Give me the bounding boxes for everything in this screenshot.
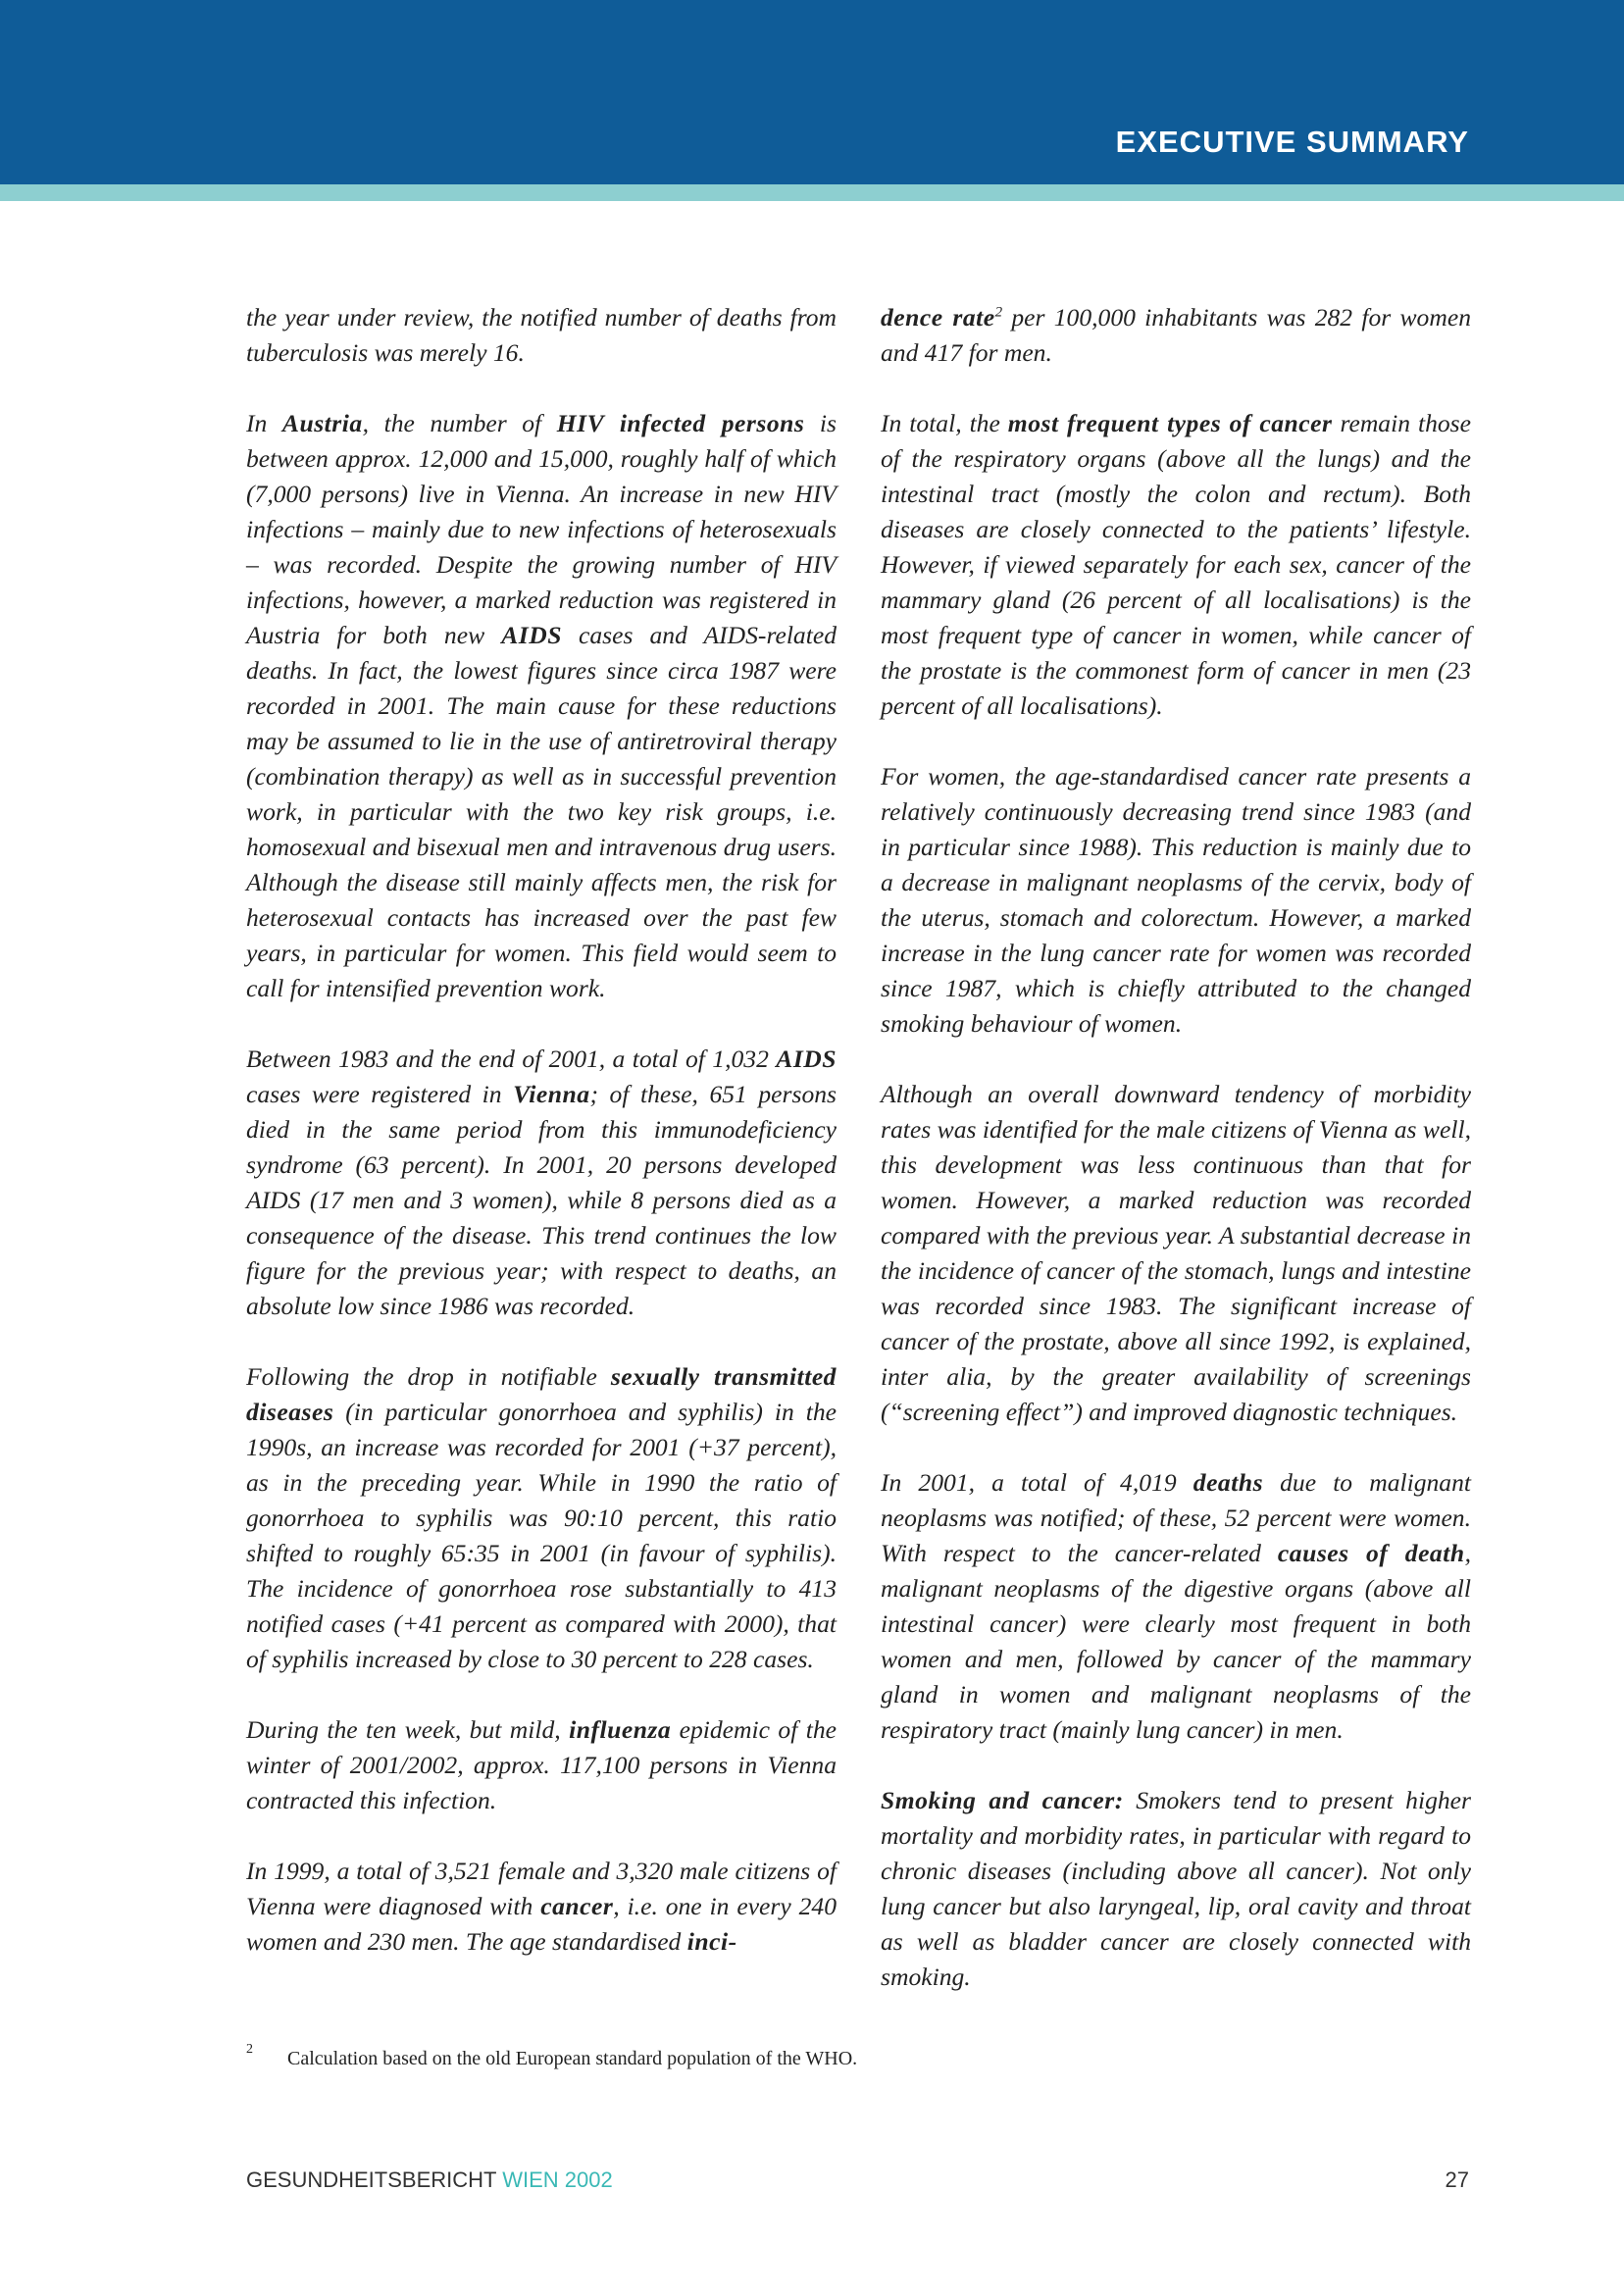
- footnote-marker: 2: [246, 2042, 253, 2057]
- paragraph-std: Following the drop in notifiable sexually transmitted diseases (in particular gonorrhoea and syphilis) in the 1990s, an increase was recorded for 2001 (+37 percent), as in the preceding year. While in 1990 the ratio of gonorrhoea to syphilis was 90:10 percent, this ratio shifted to roughly 65:35 in 2001 (in favour of syphilis). The incidence of gonorrhoea rose substantially to 413 notified cases (+41 percent as compared with 2000), that of syphilis increased by close to 30 percent to 228 cases.: [246, 1362, 837, 1673]
- footer-report-title: GESUNDHEITSBERICHT WIEN 2002: [246, 2167, 613, 2192]
- paragraph-smoking-cancer: Smoking and cancer: Smokers tend to present higher mortality and morbidity rates, in particular with regard to chronic diseases (including above all cancer). Not only lung cancer but also laryngeal, lip, oral cavity and throat as well as bladder cancer are closely connected with smoking.: [881, 1786, 1471, 1991]
- section-title: EXECUTIVE SUMMARY: [1115, 125, 1469, 159]
- right-column: [881, 300, 1471, 2030]
- paragraph-cancer-deaths: In 2001, a total of 4,019 deaths due to malignant neoplasms was notified; of these, 52 percent were women. With respect to the cancer-related causes of death, malignant neoplasms of the digestive organs (above all intestinal cancer) were clearly most frequent in both women and men, followed by cancer of the mammary gland in women and malignant neoplasms of the respiratory tract (mainly lung cancer) in men.: [881, 1468, 1472, 1744]
- page-number: 27: [1445, 2167, 1469, 2192]
- footer-report-year: WIEN 2002: [502, 2167, 613, 2192]
- footnote-reference[interactable]: 2: [994, 304, 1003, 321]
- paragraph-cancer-diagnoses: In 1999, a total of 3,521 female and 3,320 male citizens of Vienna were diagnosed with cancer, i.e. one in every 240 women and 230 men. The age standardised inci-: [246, 1857, 837, 1956]
- left-column: [246, 300, 837, 1995]
- paragraph-influenza: During the ten week, but mild, influenza epidemic of the winter of 2001/2002, approx. 117,100 persons in Vienna contracted this infection.: [246, 1715, 837, 1814]
- paragraph-aids-vienna: Between 1983 and the end of 2001, a total of 1,032 AIDS cases were registered in Vienna; of these, 651 persons died in the same period from this immunodeficiency syndrome (63 percent). In 2001, 20 persons developed AIDS (17 men and 3 women), while 8 persons died as a consequence of the disease. This trend continues the low figure for the previous year; with respect to deaths, an absolute low since 1986 was recorded.: [246, 1045, 837, 1320]
- header-accent-stripe: [0, 184, 1624, 201]
- paragraph-women-cancer-rate: For women, the age-standardised cancer rate presents a relatively continuously decreasing trend since 1983 (and in particular since 1988). This reduction is mainly due to a decrease in malignant neoplasms of the cervix, body of the uterus, stomach and colorectum. However, a marked increase in the lung cancer rate for women was recorded since 1987, which is chiefly attributed to the changed smoking behaviour of women.: [881, 762, 1471, 1038]
- paragraph-tuberculosis: the year under review, the notified number of deaths from tuberculosis was merely 16.: [246, 303, 837, 367]
- paragraph-hiv-austria: In Austria, the number of HIV infected persons is between approx. 12,000 and 15,000, roughly half of which (7,000 persons) live in Vienna. An increase in new HIV infections – mainly due to new infections of heterosexuals – was recorded. Despite the growing number of HIV infections, however, a marked reduction was registered in Austria for both new AIDS cases and AIDS-related deaths. In fact, the lowest figures since circa 1987 were recorded in 2001. The main cause for these reductions may be assumed to lie in the use of antiretroviral therapy (combination therapy) as well as in successful prevention work, in particular with the two key risk groups, i.e. homosexual and bisexual men and intravenous drug users. Although the disease still mainly affects men, the risk for heterosexual contacts has increased over the past few years, in particular for women. This field would seem to call for intensified prevention work.: [246, 409, 837, 1002]
- paragraph-incidence-rate: dence rate$^2$ per 100,000 inhabitants was 282 for women and 417 for men.: [881, 303, 1471, 367]
- paragraph-frequent-cancers: In total, the most frequent types of cancer remain those of the respiratory organs (above all the lungs) and the intestinal tract (mostly the colon and rectum). Both diseases are closely connected to the patients’ lifestyle. However, if viewed separately for each sex, cancer of the mammary gland (26 percent of all localisations) is the most frequent type of cancer in women, while cancer of the prostate is the commonest form of cancer in men (23 percent of all localisations).: [881, 409, 1471, 720]
- paragraph-men-morbidity: Although an overall downward tendency of morbidity rates was identified for the male citizens of Vienna as well, this development was less continuous than that for women. However, a marked reduction was recorded compared with the previous year. A substantial decrease in the incidence of cancer of the stomach, lungs and intestine was recorded since 1983. The significant increase of cancer of the prostate, above all since 1992, is explained, inter alia, by the greater availability of screenings (“screening effect”) and improved diagnostic techniques.: [881, 1080, 1471, 1426]
- footnote-text: Calculation based on the old European standard population of the WHO.: [287, 2048, 858, 2069]
